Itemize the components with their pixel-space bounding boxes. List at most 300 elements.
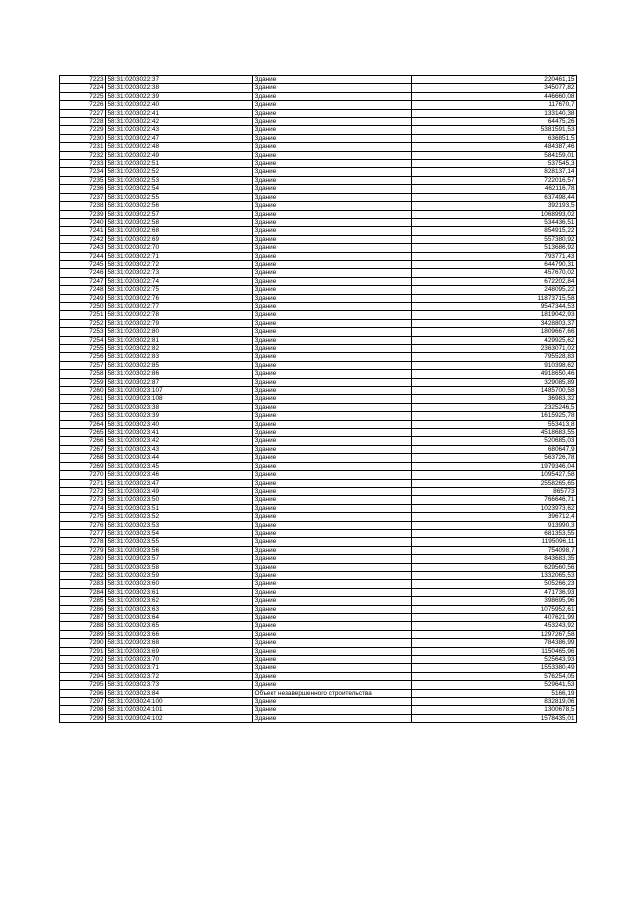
row-number: 7267 (60, 445, 106, 453)
table-row (60, 403, 577, 411)
object-type: Здание (253, 319, 412, 327)
row-number: 7254 (60, 336, 106, 344)
table-row (60, 647, 577, 655)
cadastral-number: 58:31:0203023:39 (106, 412, 253, 420)
cadastral-value: 1809667,66 (412, 328, 577, 336)
object-type: Здание (253, 361, 412, 369)
cadastral-number: 58:31:0203022:43 (106, 126, 253, 134)
table-row (60, 277, 577, 285)
cadastral-value: 636851,5 (412, 134, 577, 142)
object-type: Здание (253, 92, 412, 100)
object-type: Здание (253, 437, 412, 445)
cadastral-value: 722016,57 (412, 176, 577, 184)
cadastral-value: 133140,38 (412, 109, 577, 117)
row-number: 7227 (60, 109, 106, 117)
table-row (60, 176, 577, 184)
cadastral-value: 513686,92 (412, 244, 577, 252)
cadastral-number: 58:31:0203023:57 (106, 555, 253, 563)
object-type: Здание (253, 302, 412, 310)
cadastral-number: 58:31:0203024:102 (106, 714, 253, 722)
row-number: 7243 (60, 244, 106, 252)
cadastral-number: 58:31:0203022:79 (106, 319, 253, 327)
table-row (60, 252, 577, 260)
cadastral-number: 58:31:0203022:74 (106, 277, 253, 285)
table-row (60, 420, 577, 428)
cadastral-value: 766646,71 (412, 496, 577, 504)
table-row (60, 437, 577, 445)
cadastral-number: 58:31:0203023:42 (106, 437, 253, 445)
object-type: Здание (253, 134, 412, 142)
cadastral-number: 58:31:0203022:57 (106, 210, 253, 218)
row-number: 7245 (60, 260, 106, 268)
table-row (60, 630, 577, 638)
table-row (60, 235, 577, 243)
table-row (60, 546, 577, 554)
cadastral-value: 220461,15 (412, 76, 577, 84)
cadastral-number: 58:31:0203022:71 (106, 252, 253, 260)
table-row (60, 563, 577, 571)
table-row (60, 555, 577, 563)
table-row (60, 378, 577, 386)
cadastral-number: 58:31:0203022:53 (106, 176, 253, 184)
cadastral-value: 117670,7 (412, 101, 577, 109)
row-number: 7249 (60, 294, 106, 302)
cadastral-value: 36983,32 (412, 395, 577, 403)
table-row (60, 504, 577, 512)
row-number: 7291 (60, 647, 106, 655)
row-number: 7252 (60, 319, 106, 327)
cadastral-number: 58:31:0203022:85 (106, 361, 253, 369)
cadastral-value: 557380,92 (412, 235, 577, 243)
cadastral-value-table (59, 75, 577, 723)
cadastral-number: 58:31:0203022:69 (106, 235, 253, 243)
cadastral-value: 505266,23 (412, 580, 577, 588)
cadastral-value: 4918650,46 (412, 370, 577, 378)
row-number: 7269 (60, 462, 106, 470)
cadastral-value: 1195096,11 (412, 538, 577, 546)
object-type: Здание (253, 260, 412, 268)
cadastral-value: 1068993,02 (412, 210, 577, 218)
row-number: 7272 (60, 487, 106, 495)
cadastral-number: 58:31:0203022:54 (106, 185, 253, 193)
row-number: 7286 (60, 605, 106, 613)
cadastral-value: 537545,3 (412, 160, 577, 168)
row-number: 7271 (60, 479, 106, 487)
table-row (60, 260, 577, 268)
row-number: 7274 (60, 504, 106, 512)
row-number: 7248 (60, 286, 106, 294)
object-type: Здание (253, 513, 412, 521)
cadastral-value: 484387,46 (412, 143, 577, 151)
object-type: Здание (253, 378, 412, 386)
object-type: Здание (253, 672, 412, 680)
cadastral-value: 429925,62 (412, 336, 577, 344)
object-type: Здание (253, 387, 412, 395)
cadastral-number: 58:31:0203023:66 (106, 630, 253, 638)
table-row (60, 92, 577, 100)
row-number: 7229 (60, 126, 106, 134)
cadastral-number: 58:31:0203023:38 (106, 403, 253, 411)
row-number: 7299 (60, 714, 106, 722)
cadastral-value: 865773 (412, 487, 577, 495)
object-type: Здание (253, 395, 412, 403)
row-number: 7244 (60, 252, 106, 260)
cadastral-value: 672202,84 (412, 277, 577, 285)
table-row (60, 370, 577, 378)
cadastral-value: 828137,14 (412, 168, 577, 176)
row-number: 7256 (60, 353, 106, 361)
object-type: Здание (253, 681, 412, 689)
object-type: Здание (253, 664, 412, 672)
cadastral-number: 58:31:0203022:51 (106, 160, 253, 168)
cadastral-value: 453243,92 (412, 622, 577, 630)
cadastral-number: 58:31:0203023:46 (106, 471, 253, 479)
object-type: Здание (253, 622, 412, 630)
cadastral-value: 832819,06 (412, 698, 577, 706)
object-type: Здание (253, 420, 412, 428)
cadastral-number: 58:31:0203023:61 (106, 588, 253, 596)
object-type: Здание (253, 151, 412, 159)
row-number: 7237 (60, 193, 106, 201)
object-type: Здание (253, 294, 412, 302)
cadastral-number: 58:31:0203023:44 (106, 454, 253, 462)
row-number: 7233 (60, 160, 106, 168)
row-number: 7232 (60, 151, 106, 159)
cadastral-value: 629560,56 (412, 563, 577, 571)
object-type: Здание (253, 202, 412, 210)
cadastral-number: 58:31:0203023:40 (106, 420, 253, 428)
cadastral-number: 58:31:0203023:71 (106, 664, 253, 672)
table-row (60, 597, 577, 605)
cadastral-value: 248095,22 (412, 286, 577, 294)
table-row (60, 429, 577, 437)
cadastral-number: 58:31:0203023:107 (106, 387, 253, 395)
cadastral-number: 58:31:0203022:75 (106, 286, 253, 294)
object-type: Здание (253, 496, 412, 504)
object-type: Здание (253, 311, 412, 319)
object-type: Здание (253, 555, 412, 563)
cadastral-value: 345077,82 (412, 84, 577, 92)
object-type: Здание (253, 571, 412, 579)
table-row (60, 698, 577, 706)
cadastral-value: 1023973,62 (412, 504, 577, 512)
object-type: Здание (253, 412, 412, 420)
table-row (60, 714, 577, 722)
row-number: 7242 (60, 235, 106, 243)
table-row (60, 118, 577, 126)
object-type: Здание (253, 563, 412, 571)
object-type: Здание (253, 639, 412, 647)
table-row (60, 151, 577, 159)
row-number: 7250 (60, 302, 106, 310)
row-number: 7238 (60, 202, 106, 210)
object-type: Здание (253, 588, 412, 596)
cadastral-value: 1332065,53 (412, 571, 577, 579)
cadastral-value: 471736,93 (412, 588, 577, 596)
table-row (60, 639, 577, 647)
object-type: Здание (253, 614, 412, 622)
cadastral-value: 396712,4 (412, 513, 577, 521)
table-row (60, 471, 577, 479)
cadastral-value: 584159,01 (412, 151, 577, 159)
table-row (60, 664, 577, 672)
cadastral-value: 392193,5 (412, 202, 577, 210)
row-number: 7255 (60, 345, 106, 353)
cadastral-number: 58:31:0203022:38 (106, 84, 253, 92)
cadastral-value: 11873715,58 (412, 294, 577, 302)
row-number: 7262 (60, 403, 106, 411)
table-row (60, 109, 577, 117)
table-row (60, 328, 577, 336)
object-type: Здание (253, 353, 412, 361)
cadastral-number: 58:31:0203022:55 (106, 193, 253, 201)
table-row (60, 210, 577, 218)
table-row (60, 656, 577, 664)
row-number: 7284 (60, 588, 106, 596)
cadastral-value: 795528,83 (412, 353, 577, 361)
cadastral-value: 1485700,58 (412, 387, 577, 395)
cadastral-value: 910398,62 (412, 361, 577, 369)
table-row (60, 395, 577, 403)
table-row (60, 412, 577, 420)
cadastral-value: 329085,89 (412, 378, 577, 386)
row-number: 7294 (60, 672, 106, 680)
cadastral-value: 398695,96 (412, 597, 577, 605)
table-row (60, 160, 577, 168)
object-type: Здание (253, 656, 412, 664)
object-type: Здание (253, 605, 412, 613)
row-number: 7288 (60, 622, 106, 630)
cadastral-number: 58:31:0203023:68 (106, 639, 253, 647)
row-number: 7230 (60, 134, 106, 142)
row-number: 7292 (60, 656, 106, 664)
cadastral-number: 58:31:0203023:63 (106, 605, 253, 613)
cadastral-number: 58:31:0203023:45 (106, 462, 253, 470)
cadastral-number: 58:31:0203023:70 (106, 656, 253, 664)
row-number: 7283 (60, 580, 106, 588)
row-number: 7234 (60, 168, 106, 176)
row-number: 7290 (60, 639, 106, 647)
row-number: 7297 (60, 698, 106, 706)
object-type: Здание (253, 235, 412, 243)
row-number: 7236 (60, 185, 106, 193)
row-number: 7282 (60, 571, 106, 579)
row-number: 7264 (60, 420, 106, 428)
cadastral-number: 58:31:0203022:52 (106, 168, 253, 176)
table-row (60, 185, 577, 193)
cadastral-value: 4518683,55 (412, 429, 577, 437)
cadastral-value: 525643,93 (412, 656, 577, 664)
table-row (60, 286, 577, 294)
cadastral-value: 1150465,96 (412, 647, 577, 655)
table-row (60, 193, 577, 201)
row-number: 7240 (60, 218, 106, 226)
table-row (60, 134, 577, 142)
object-type: Здание (253, 244, 412, 252)
row-number: 7287 (60, 614, 106, 622)
object-type: Здание (253, 454, 412, 462)
object-type: Здание (253, 538, 412, 546)
cadastral-value: 637498,44 (412, 193, 577, 201)
cadastral-value: 1075952,61 (412, 605, 577, 613)
table-row (60, 84, 577, 92)
table-row (60, 571, 577, 579)
table-row (60, 706, 577, 714)
cadastral-number: 58:31:0203023:58 (106, 563, 253, 571)
cadastral-value: 520685,03 (412, 437, 577, 445)
cadastral-number: 58:31:0203023:59 (106, 571, 253, 579)
row-number: 7231 (60, 143, 106, 151)
table-row (60, 672, 577, 680)
table-row (60, 454, 577, 462)
object-type: Здание (253, 597, 412, 605)
table-row (60, 689, 577, 697)
cadastral-number: 58:31:0203022:42 (106, 118, 253, 126)
cadastral-value: 457670,02 (412, 269, 577, 277)
object-type: Здание (253, 487, 412, 495)
object-type: Здание (253, 76, 412, 84)
table-row (60, 218, 577, 226)
table-row (60, 588, 577, 596)
cadastral-value: 2325246,5 (412, 403, 577, 411)
cadastral-value: 563726,78 (412, 454, 577, 462)
object-type: Объект незавершенного строительства (253, 689, 412, 697)
table-row (60, 302, 577, 310)
cadastral-number: 58:31:0203023:73 (106, 681, 253, 689)
row-number: 7257 (60, 361, 106, 369)
table-row (60, 479, 577, 487)
cadastral-value: 1095427,58 (412, 471, 577, 479)
row-number: 7223 (60, 76, 106, 84)
cadastral-value: 64475,26 (412, 118, 577, 126)
cadastral-number: 58:31:0203023:60 (106, 580, 253, 588)
object-type: Здание (253, 252, 412, 260)
row-number: 7228 (60, 118, 106, 126)
cadastral-value: 576254,05 (412, 672, 577, 680)
table-row (60, 143, 577, 151)
row-number: 7259 (60, 378, 106, 386)
object-type: Здание (253, 521, 412, 529)
row-number: 7280 (60, 555, 106, 563)
table-row (60, 244, 577, 252)
row-number: 7253 (60, 328, 106, 336)
object-type: Здание (253, 714, 412, 722)
object-type: Здание (253, 269, 412, 277)
cadastral-number: 58:31:0203023:53 (106, 521, 253, 529)
row-number: 7263 (60, 412, 106, 420)
row-number: 7275 (60, 513, 106, 521)
object-type: Здание (253, 160, 412, 168)
row-number: 7268 (60, 454, 106, 462)
cadastral-value: 754098,7 (412, 546, 577, 554)
object-type: Здание (253, 218, 412, 226)
cadastral-number: 58:31:0203023:62 (106, 597, 253, 605)
cadastral-value: 843683,35 (412, 555, 577, 563)
table-row (60, 538, 577, 546)
table-row (60, 168, 577, 176)
row-number: 7261 (60, 395, 106, 403)
cadastral-number: 58:31:0203023:51 (106, 504, 253, 512)
table-row (60, 622, 577, 630)
table-row (60, 496, 577, 504)
cadastral-value: 529641,53 (412, 681, 577, 689)
object-type: Здание (253, 471, 412, 479)
object-type: Здание (253, 429, 412, 437)
row-number: 7265 (60, 429, 106, 437)
object-type: Здание (253, 504, 412, 512)
object-type: Здание (253, 630, 412, 638)
object-type: Здание (253, 336, 412, 344)
object-type: Здание (253, 210, 412, 218)
cadastral-value: 1819042,93 (412, 311, 577, 319)
object-type: Здание (253, 185, 412, 193)
cadastral-value: 407621,99 (412, 614, 577, 622)
cadastral-number: 58:31:0203022:83 (106, 353, 253, 361)
row-number: 7285 (60, 597, 106, 605)
table-row (60, 513, 577, 521)
object-type: Здание (253, 462, 412, 470)
cadastral-number: 58:31:0203023:41 (106, 429, 253, 437)
table-row (60, 487, 577, 495)
table-row (60, 614, 577, 622)
table-row (60, 101, 577, 109)
object-type: Здание (253, 286, 412, 294)
cadastral-value: 446660,08 (412, 92, 577, 100)
cadastral-value: 784386,99 (412, 639, 577, 647)
table-row (60, 126, 577, 134)
object-type: Здание (253, 126, 412, 134)
row-number: 7277 (60, 529, 106, 537)
table-row (60, 353, 577, 361)
cadastral-value: 534436,51 (412, 218, 577, 226)
row-number: 7258 (60, 370, 106, 378)
table-row (60, 269, 577, 277)
cadastral-value: 2363071,02 (412, 345, 577, 353)
table-row (60, 345, 577, 353)
object-type: Здание (253, 84, 412, 92)
cadastral-number: 58:31:0203022:48 (106, 143, 253, 151)
cadastral-number: 58:31:0203023:43 (106, 445, 253, 453)
cadastral-number: 58:31:0203022:87 (106, 378, 253, 386)
cadastral-number: 58:31:0203023:69 (106, 647, 253, 655)
table-row (60, 294, 577, 302)
object-type: Здание (253, 101, 412, 109)
cadastral-value: 1553380,49 (412, 664, 577, 672)
row-number: 7235 (60, 176, 106, 184)
row-number: 7241 (60, 227, 106, 235)
table-row (60, 529, 577, 537)
table-row (60, 311, 577, 319)
table-row (60, 681, 577, 689)
cadastral-number: 58:31:0203022:39 (106, 92, 253, 100)
row-number: 7293 (60, 664, 106, 672)
cadastral-value: 5381591,53 (412, 126, 577, 134)
cadastral-number: 58:31:0203022:58 (106, 218, 253, 226)
row-number: 7239 (60, 210, 106, 218)
row-number: 7246 (60, 269, 106, 277)
object-type: Здание (253, 445, 412, 453)
row-number: 7276 (60, 521, 106, 529)
cadastral-number: 58:31:0203022:72 (106, 260, 253, 268)
cadastral-value: 462116,78 (412, 185, 577, 193)
cadastral-number: 58:31:0203022:78 (106, 311, 253, 319)
table-row (60, 76, 577, 84)
cadastral-number: 58:31:0203022:70 (106, 244, 253, 252)
cadastral-number: 58:31:0203022:73 (106, 269, 253, 277)
table-row (60, 445, 577, 453)
object-type: Здание (253, 546, 412, 554)
cadastral-value: 553413,8 (412, 420, 577, 428)
